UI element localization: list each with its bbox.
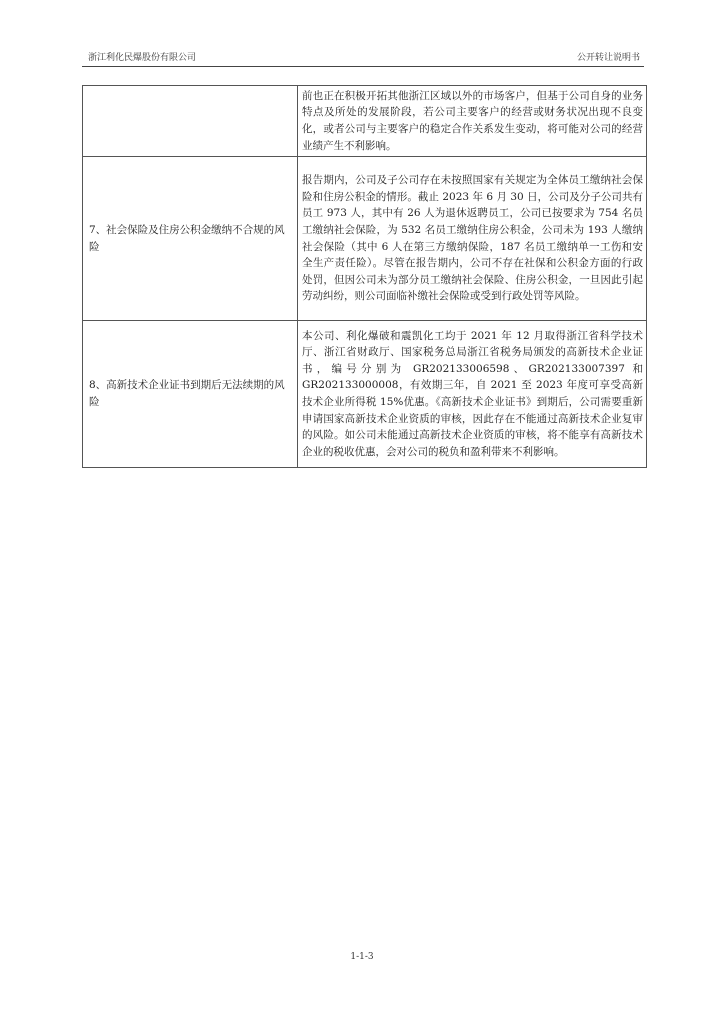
risk-name-cell [83, 157, 298, 321]
risk-description: 报告期内，公司及子公司存在未按照国家有关规定为全体员工缴纳社会保险和住房公积金的情形。截止 2023 年 6 月 30 日，公司及分子公司共有员工 973 人，其中有 26 人为退休返聘员工，公司已按要求为 754 名员工缴纳社会保险，为 532 名员工缴纳住房公积金，公司未为 193 人缴纳社会保险（其中 6 人在第三方缴纳保险，187 名员工缴纳单一工伤和安全生产责任险）。尽管在报告期内，公司不存在社保和公积金方面的行政处罚，但因公司未为部分员工缴纳社会保险、住房公积金，一旦因此引起劳动纠纷，则公司面临补缴社会保险或受到行政处罚等风险。 [302, 174, 643, 303]
header-document-type: 公开转让说明书 [576, 53, 640, 63]
page-number: 1-1-3 [350, 952, 374, 962]
risk-description-cell [298, 86, 647, 157]
risk-name: 7、社会保险及住房公积金缴纳不合规的风险 [89, 223, 285, 253]
header-divider [82, 66, 644, 67]
risk-factor-table [82, 85, 647, 468]
table-row [83, 157, 647, 321]
risk-description: 本公司、利化爆破和震凯化工均于 2021 年 12 月取得浙江省科学技术厅、浙江省财政厅、国家税务总局浙江省税务局颁发的高新技术企业证书，编号分别为 GR202133006598、GR202133007397 和 GR202133000008，有效期三年，自 2021 至 2023 年度可享受高新技术企业所得税 15%优惠。《高新技术企业证书》到期后，公司需要重新申请国家高新技术企业资质的审核，因此存在不能通过高新技术企业复审的风险。如公司未能通过高新技术企业资质的审核，将不能享有高新技术企业的税收优惠，会对公司的税负和盈利带来不利影响。 [302, 329, 643, 458]
risk-description-cell [298, 321, 647, 468]
risk-name-cell [83, 86, 298, 157]
table-row [83, 86, 647, 157]
risk-description: 前也正在积极开拓其他浙江区域以外的市场客户，但基于公司自身的业务特点及所处的发展阶段，若公司主要客户的经营或财务状况出现不良变化，或者公司与主要客户的稳定合作关系发生变动，将可能对公司的经营业绩产生不利影响。 [302, 89, 643, 152]
header-company-name: 浙江利化民爆股份有限公司 [88, 53, 197, 63]
risk-name-cell [83, 321, 298, 468]
table-row [83, 321, 647, 468]
risk-name: 8、高新技术企业证书到期后无法续期的风险 [89, 379, 285, 408]
risk-description-cell [298, 157, 647, 321]
page-header [82, 52, 644, 66]
